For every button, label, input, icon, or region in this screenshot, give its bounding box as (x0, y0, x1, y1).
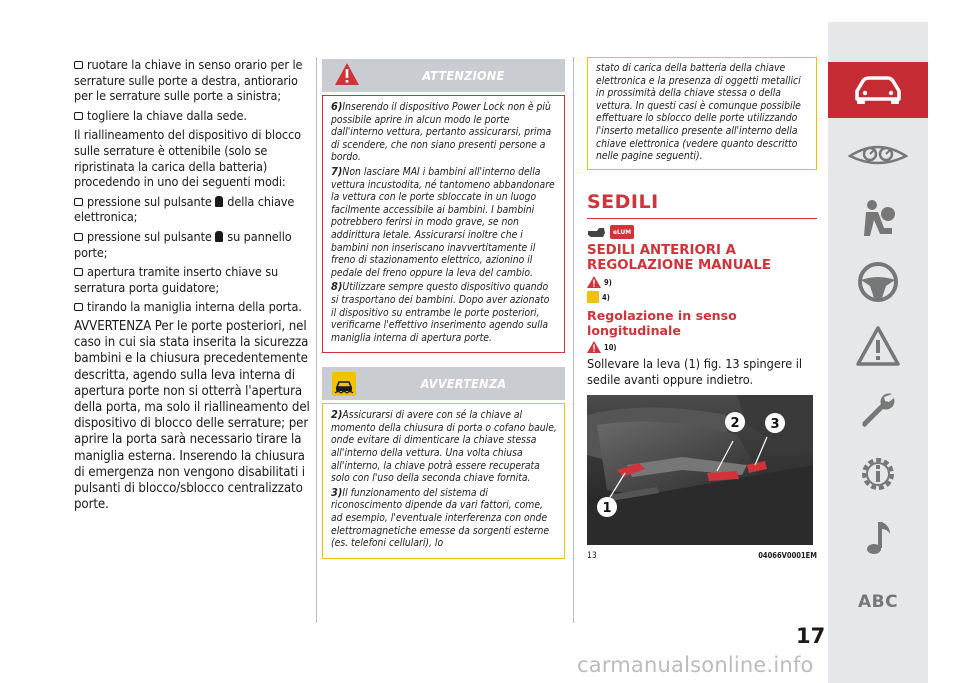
seat-lever-photo (587, 395, 813, 545)
nav-emergency[interactable] (828, 318, 928, 374)
nav-driving[interactable] (828, 254, 928, 310)
paragraph: Il riallineamento del dispositivo di blocco sulle serrature è ottenibile (solo se ripristinata la carica della batteria) procedendo in uno dei seguenti modi: (74, 127, 301, 190)
avvertenza-header (322, 367, 565, 400)
bullet-box-icon (74, 198, 83, 206)
body-text: Sollevare la leva (1) fig. 13 spingere il sedile avanti oppure indietro. (587, 356, 803, 387)
nav-index[interactable] (828, 574, 928, 630)
column-divider (316, 57, 317, 623)
nav-multimedia[interactable] (828, 510, 928, 566)
attenzione-title: ATTENZIONE (422, 68, 505, 83)
callout-2: 2 (730, 416, 740, 432)
music-note-icon (860, 518, 896, 558)
nav-dashboard[interactable] (828, 126, 928, 182)
warning-item: 7)Non lasciare MAI i bambini all'interno della vettura incustodita, né tantomeno abbandonare la vettura con le porte sbloccate in un luogo facilmente accessibile ai bambini. I bambini potrebbero ferirsi in modo grave, se non addirittura letale. Assicurarsi inoltre che i bambini non inseriscano inavvertitamente il freno di stazionamento elettrico, azionino il pedale del freno oppure la leva del cambio. (331, 164, 555, 279)
steering-wheel-icon (856, 260, 900, 304)
bullet-item: apertura tramite inserto chiave su serratura porta guidatore; (74, 264, 279, 295)
bullet-box-icon (74, 268, 83, 276)
nav-safety[interactable] (828, 190, 928, 246)
warning-ref: 10) (587, 341, 817, 353)
sub-subsection-title: Regolazione in senso longitudinale (587, 308, 737, 339)
dashboard-gauges-icon (848, 140, 908, 168)
chapter-sidebar (828, 22, 928, 683)
warning-item: 8)Utilizzare sempre questo dispositivo quando si trasportano dei bambini. Dopo aver azionato il dispositivo su entrambe le porte posteriori, verificarne l'effettivo inserimento agendo sulla maniglia interna di apertura porte. (331, 280, 550, 344)
warning-triangle-icon (856, 326, 900, 366)
subsection-title: SEDILI ANTERIORI A REGOLAZIONE MANUALE (587, 243, 771, 274)
bullet-box-icon (74, 303, 83, 311)
attenzione-header (322, 59, 565, 92)
gear-info-icon (856, 452, 900, 496)
middle-column (322, 59, 565, 559)
watermark: carmanualsonline.info (577, 653, 814, 677)
attenzione-box (322, 95, 565, 353)
nav-car[interactable] (828, 62, 928, 118)
bullet-item: tirando la maniglia interna della porta. (74, 299, 312, 315)
note-item: 3)Il funzionamento del sistema di riconoscimento dipende da vari fattori, come, ad esempio, l'eventuale interferenza con onde elettromagnetiche emesse da sorgenti esterne (es. telefoni cellulari), lo (331, 485, 550, 550)
bullet-box-icon (74, 112, 83, 120)
continued-note-box: stato di carica della batteria della chiave elettronica e la presenza di oggetti metallici in prossimità della chiave stessa o della vettura. In questi casi è comunque possibile effettuare lo sblocco delle porte utilizzando l'inserto metallico presente all'interno della chiave elettronica (vedere quanto descritto nelle pagine seguenti). (587, 57, 817, 170)
red-warning-triangle-icon (334, 62, 360, 86)
warning-triangle-icon (587, 341, 601, 353)
bullet-box-icon (74, 233, 83, 241)
bullet-item: togliere la chiave dalla sede. (74, 108, 312, 124)
avvertenza-box (322, 403, 565, 559)
figure-caption (587, 551, 817, 561)
bullet-item: ruotare la chiave in senso orario per le serrature sulle porte a destra, antiorario per le serrature sulle porte a sinistra; (74, 57, 303, 104)
lock-button-icon (215, 231, 223, 242)
hand-icon (587, 225, 607, 239)
caution-ref: 4) (587, 291, 817, 303)
equipment-badge (587, 225, 817, 239)
section-rule (587, 218, 817, 220)
warning-triangle-icon (587, 276, 601, 288)
right-column (587, 57, 817, 561)
note-item: 2)Assicurarsi di avere con sé la chiave al momento della chiusura di porta o cofano baule, onde evitare di dimenticare la chiave stessa all'interno della vettura. Una volta chiusa all'interno, la chiave potrà essere recuperata solo con l'uso della seconda chiave fornita. (331, 408, 557, 485)
abc-index-icon: ABC (857, 592, 899, 612)
airbag-person-icon (858, 198, 898, 238)
figure-code: 04066V0001EM (758, 551, 817, 561)
left-column (74, 57, 312, 517)
nav-maintenance[interactable] (828, 382, 928, 438)
page-number: 17 (796, 624, 826, 648)
callout-3: 3 (770, 417, 780, 433)
figure-number: 13 (587, 551, 597, 562)
column-divider (573, 57, 574, 623)
elum-badge: eLUM (610, 225, 634, 239)
bullet-item: pressione sul pulsante della chiave elettronica; (74, 193, 295, 225)
section-title: SEDILI (587, 190, 659, 213)
nav-technical[interactable] (828, 446, 928, 502)
car-caution-icon (587, 291, 599, 303)
seat-figure (587, 395, 813, 545)
bullet-box-icon (74, 61, 83, 69)
callout-1: 1 (602, 501, 612, 517)
avvertenza-paragraph: AVVERTENZA Per le porte posteriori, nel caso in cui sia stata inserita la sicurezza bambini e la chiusura precedentemente descritta, agendo sulla leva interna di apertura porte non si otterrà l'apertura della porta, ma solo il riallineamento del dispositivo di blocco delle serrature; per aprire la porta sarà necessario tirare la maniglia esterna. Inserendo la chiusura di emergenza non vengono disabilitati i pulsanti di blocco/sblocco centralizzato porte. (74, 318, 310, 513)
avvertenza-title: AVVERTENZA (420, 376, 507, 392)
bullet-item: pressione sul pulsante su pannello porte; (74, 228, 292, 260)
warning-item: 6)Inserendo il dispositivo Power Lock non è più possibile aprire in alcun modo le porte dall'interno vettura, pertanto assicurarsi, prima di scendere, che non siano presenti persone a bordo. (331, 100, 552, 164)
wrench-icon (858, 390, 898, 430)
car-icon (851, 75, 905, 105)
warning-ref: 9) (587, 276, 817, 288)
car-caution-icon (332, 372, 356, 396)
key-button-icon (215, 196, 223, 207)
